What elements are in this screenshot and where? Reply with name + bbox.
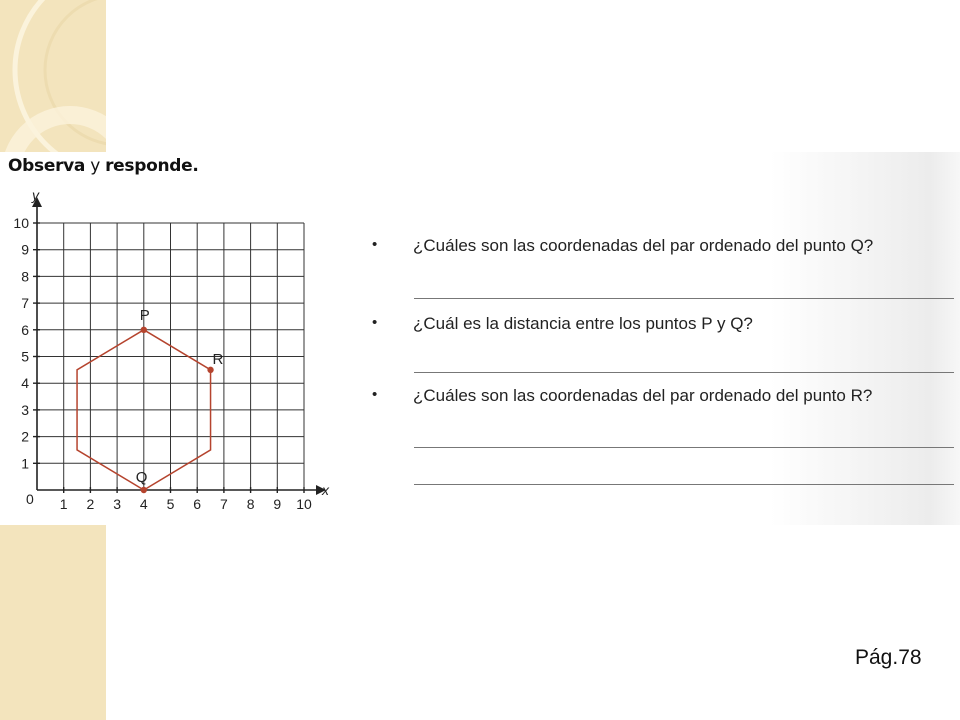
- answer-line-4[interactable]: [414, 484, 954, 485]
- x-axis-label: x: [322, 482, 329, 498]
- heading-bold-observa: Observa: [8, 156, 86, 176]
- bullet-3: •: [372, 386, 378, 403]
- x-tick-label: 10: [296, 496, 312, 512]
- x-tick-label: 3: [113, 496, 121, 512]
- x-tick-label: 5: [166, 496, 175, 512]
- axes: [26, 187, 330, 507]
- x-tick-label: 8: [246, 496, 255, 512]
- bullet-1: •: [372, 236, 378, 253]
- x-tick-label: 2: [86, 496, 95, 512]
- question-2-text: ¿Cuál es la distancia entre los puntos P y Q?: [413, 314, 753, 333]
- y-tick-label: 5: [21, 348, 29, 365]
- y-tick-label: 1: [21, 455, 29, 472]
- answer-line-3[interactable]: [414, 447, 954, 448]
- answer-line-2[interactable]: [414, 372, 954, 373]
- tick-labels: [13, 215, 312, 512]
- point-label-r: R: [212, 350, 224, 368]
- heading-connector: y: [85, 156, 106, 176]
- x-tick-label: 9: [273, 496, 282, 512]
- y-tick-label: 10: [13, 215, 29, 231]
- question-3-text: ¿Cuáles son las coordenadas del par ordenado del punto R?: [413, 386, 873, 405]
- point-label-p: P: [139, 306, 150, 324]
- origin-label: 0: [26, 491, 34, 507]
- y-tick-label: 8: [21, 268, 29, 285]
- page-number: Pág.78: [855, 646, 922, 669]
- y-axis-label: y: [32, 187, 39, 203]
- question-1-text: ¿Cuáles son las coordenadas del par ordenado del punto Q?: [413, 236, 874, 255]
- point-q: [141, 487, 147, 493]
- exercise-heading: [8, 156, 199, 176]
- x-tick-label: 4: [139, 496, 148, 512]
- y-tick-label: 3: [21, 401, 29, 418]
- x-tick-label: 1: [59, 496, 68, 512]
- y-tick-label: 6: [21, 321, 29, 338]
- x-tick-label: 6: [193, 496, 202, 512]
- y-tick-label: 9: [21, 241, 29, 258]
- heading-bold-responde: responde.: [105, 156, 199, 176]
- y-tick-label: 7: [21, 295, 29, 312]
- coordinate-graph: [0, 185, 340, 515]
- point-label-q: Q: [135, 469, 148, 486]
- bullet-2: •: [372, 314, 378, 331]
- y-tick-label: 2: [21, 428, 29, 445]
- answer-line-1[interactable]: [414, 298, 954, 299]
- point-p: [141, 327, 147, 333]
- x-tick-label: 7: [220, 496, 228, 512]
- y-tick-label: 4: [21, 375, 29, 392]
